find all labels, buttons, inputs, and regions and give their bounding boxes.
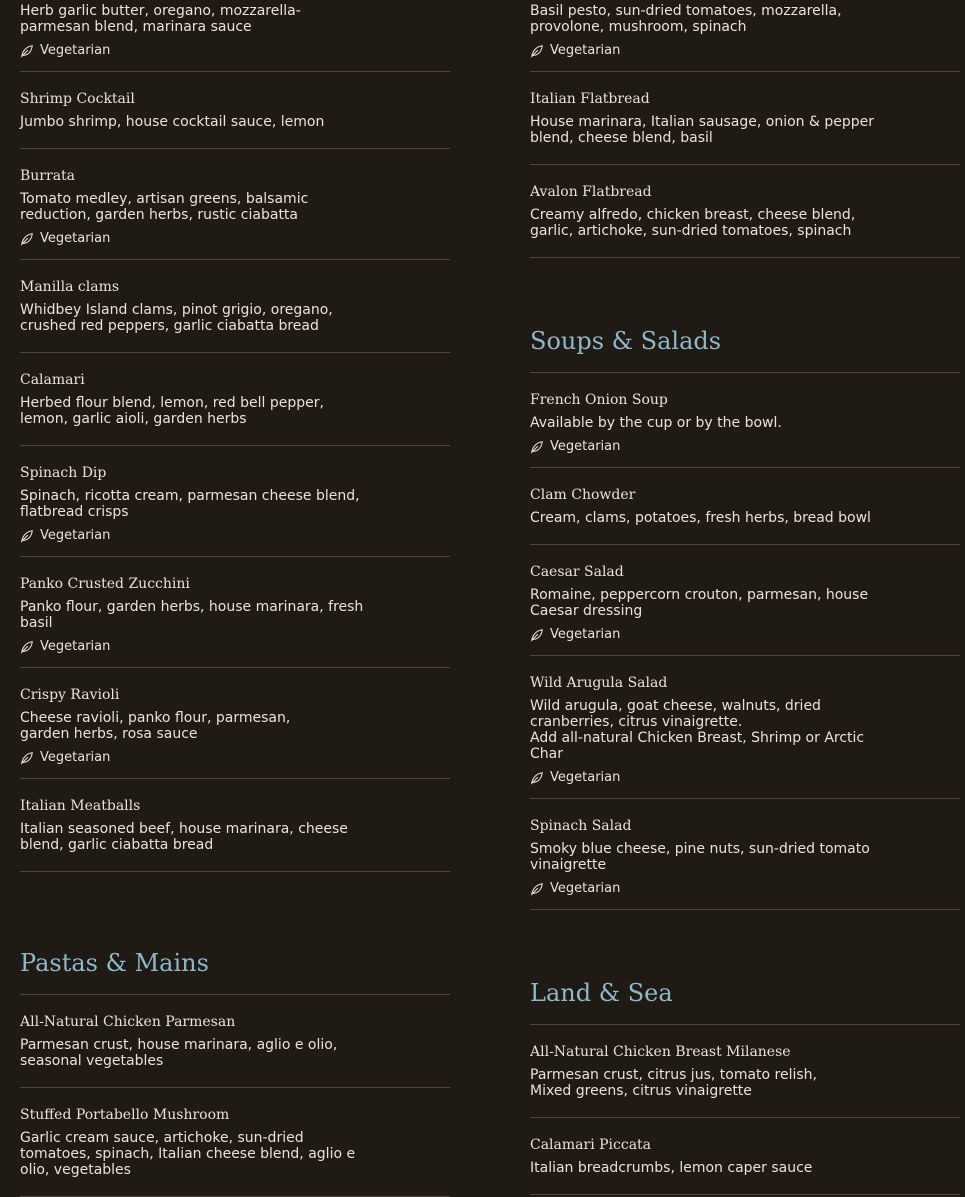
item-name: Clam Chowder (530, 487, 636, 503)
item-name: Spinach Dip (20, 465, 107, 481)
item-description: Herb garlic butter, oregano, mozzarella- parmesan blend, marinara sauce (20, 3, 301, 35)
item-description: Wild arugula, goat cheese, walnuts, dried cranberries, citrus vinaigrette. Add all-natural Chicken Breast, Shrimp or Arctic Char (530, 698, 865, 762)
item-name: Calamari Piccata (530, 1137, 652, 1153)
menu-item (530, 656, 960, 799)
item-name: All-Natural Chicken Breast Milanese (530, 1044, 791, 1060)
item-name: Wild Arugula Salad (530, 675, 668, 691)
leaf-icon (530, 628, 544, 642)
vegetarian-tag (20, 750, 450, 766)
leaf-icon (20, 232, 34, 246)
vegetarian-tag (20, 43, 450, 59)
vegetarian-tag (530, 439, 960, 455)
item-description: Cream, clams, potatoes, fresh herbs, bread bowl (530, 510, 871, 526)
item-description: Panko flour, garden herbs, house marinara, fresh basil (20, 599, 364, 631)
leaf-icon (20, 529, 34, 543)
item-description: Garlic cream sauce, artichoke, sun-dried tomatoes, spinach, Italian cheese blend, aglio e olio, vegetables (20, 1130, 356, 1178)
item-description: Parmesan crust, citrus jus, tomato relish, Mixed greens, citrus vinaigrette (530, 1067, 817, 1099)
vegetarian-label: Vegetarian (550, 627, 621, 642)
item-name: Panko Crusted Zucchini (20, 576, 190, 592)
menu-item (530, 373, 960, 468)
leaf-icon (20, 640, 34, 654)
vegetarian-tag (20, 231, 450, 247)
menu-item (530, 72, 960, 165)
menu-item (530, 3, 960, 72)
leaf-icon (530, 882, 544, 896)
section-title: Land & Sea (530, 978, 960, 1025)
menu-list-flatbreads (530, 3, 960, 258)
item-description: Cheese ravioli, panko flour, parmesan, garden herbs, rosa sauce (20, 710, 291, 742)
menu-item (530, 799, 960, 910)
item-name: Avalon Flatbread (530, 184, 652, 200)
menu-item (530, 545, 960, 656)
vegetarian-label: Vegetarian (40, 750, 111, 765)
menu-item (20, 260, 450, 353)
menu-item (20, 72, 450, 149)
item-name: Spinach Salad (530, 818, 632, 834)
item-description: Available by the cup or by the bowl. (530, 415, 782, 431)
item-description: Basil pesto, sun-dried tomatoes, mozzarella, provolone, mushroom, spinach (530, 3, 842, 35)
section-pastas-mains (20, 948, 450, 1197)
leaf-icon (20, 751, 34, 765)
vegetarian-label: Vegetarian (550, 439, 621, 454)
item-description: Jumbo shrimp, house cocktail sauce, lemon (20, 114, 325, 130)
menu-item (530, 165, 960, 258)
section-soups-salads (530, 326, 960, 910)
vegetarian-tag (530, 43, 960, 59)
item-name: Caesar Salad (530, 564, 624, 580)
section-title: Soups & Salads (530, 326, 960, 373)
item-name: Manilla clams (20, 279, 120, 295)
menu-item (20, 668, 450, 779)
menu-item (530, 1118, 960, 1195)
vegetarian-tag (20, 528, 450, 544)
item-description: Italian seasoned beef, house marinara, cheese blend, garlic ciabatta bread (20, 821, 348, 853)
vegetarian-tag (530, 770, 960, 786)
menu-column-left (20, 3, 450, 1197)
menu-item (20, 995, 450, 1088)
leaf-icon (530, 44, 544, 58)
menu-item (530, 468, 960, 545)
item-name: Crispy Ravioli (20, 687, 120, 703)
item-description: House marinara, Italian sausage, onion & pepper blend, cheese blend, basil (530, 114, 874, 146)
vegetarian-label: Vegetarian (550, 881, 621, 896)
item-description: Creamy alfredo, chicken breast, cheese blend, garlic, artichoke, sun-dried tomatoes, spinach (530, 207, 856, 239)
item-name: Italian Flatbread (530, 91, 650, 107)
item-name: Burrata (20, 168, 76, 184)
leaf-icon (530, 440, 544, 454)
menu-item (20, 446, 450, 557)
vegetarian-label: Vegetarian (40, 528, 111, 543)
section-land-sea (530, 978, 960, 1195)
vegetarian-tag (20, 639, 450, 655)
item-description: Romaine, peppercorn crouton, parmesan, house Caesar dressing (530, 587, 869, 619)
vegetarian-label: Vegetarian (550, 770, 621, 785)
menu-item (20, 3, 450, 72)
menu-item (20, 557, 450, 668)
leaf-icon (20, 44, 34, 58)
vegetarian-label: Vegetarian (40, 639, 111, 654)
vegetarian-label: Vegetarian (550, 43, 621, 58)
vegetarian-tag (530, 627, 960, 643)
item-description: Smoky blue cheese, pine nuts, sun-dried tomato vinaigrette (530, 841, 870, 873)
item-description: Italian breadcrumbs, lemon caper sauce (530, 1160, 813, 1176)
item-description: Parmesan crust, house marinara, aglio e olio, seasonal vegetables (20, 1037, 338, 1069)
item-description: Spinach, ricotta cream, parmesan cheese blend, flatbread crisps (20, 488, 360, 520)
menu-column-right (530, 3, 960, 1195)
item-name: Calamari (20, 372, 85, 388)
leaf-icon (530, 771, 544, 785)
item-name: Stuffed Portabello Mushroom (20, 1107, 230, 1123)
section-title: Pastas & Mains (20, 948, 450, 995)
menu-item (20, 353, 450, 446)
item-description: Tomato medley, artisan greens, balsamic reduction, garden herbs, rustic ciabatta (20, 191, 309, 223)
menu-list-soups-salads (530, 373, 960, 910)
item-description: Whidbey Island clams, pinot grigio, oregano, crushed red peppers, garlic ciabatta bread (20, 302, 333, 334)
menu-list-land-sea (530, 1025, 960, 1195)
menu-item (20, 1088, 450, 1197)
item-name: Shrimp Cocktail (20, 91, 135, 107)
item-name: All-Natural Chicken Parmesan (20, 1014, 236, 1030)
menu-list-pastas (20, 995, 450, 1197)
vegetarian-tag (530, 881, 960, 897)
item-description: Herbed flour blend, lemon, red bell pepper, lemon, garlic aioli, garden herbs (20, 395, 324, 427)
vegetarian-label: Vegetarian (40, 43, 111, 58)
item-name: French Onion Soup (530, 392, 668, 408)
menu-list-starters (20, 3, 450, 872)
menu-item (20, 149, 450, 260)
vegetarian-label: Vegetarian (40, 231, 111, 246)
menu-item (530, 1025, 960, 1118)
item-name: Italian Meatballs (20, 798, 141, 814)
menu-item (20, 779, 450, 872)
